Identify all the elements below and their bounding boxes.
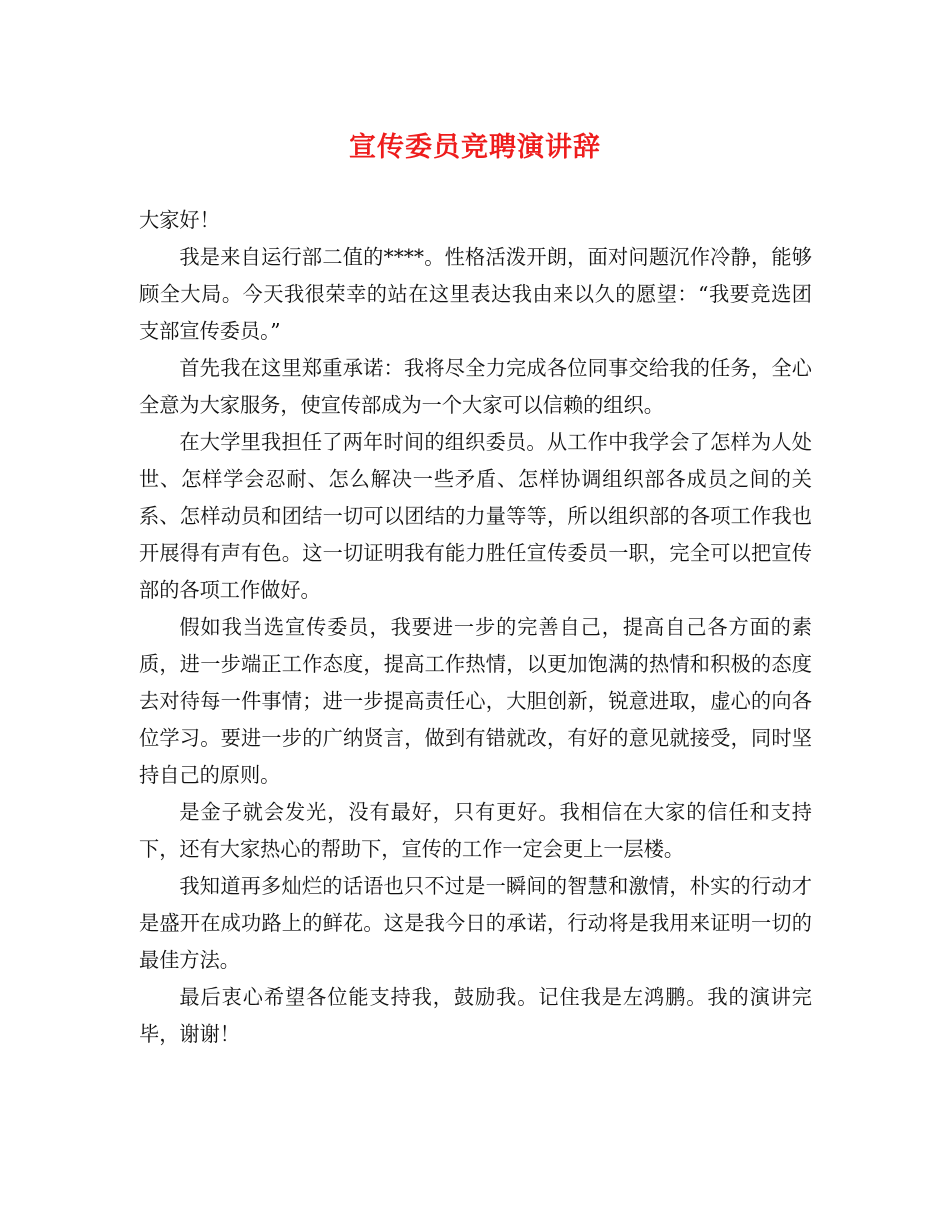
paragraph-action: 我知道再多灿烂的话语也只不过是一瞬间的智慧和激情，朴实的行动才是盛开在成功路上的鲜花。这是我今日的承诺，行动将是我用来证明一切的最佳方法。 — [139, 874, 812, 972]
greeting: 大家好！ — [139, 208, 220, 232]
paragraph-promise: 首先我在这里郑重承诺：我将尽全力完成各位同事交给我的任务，全心全意为大家服务，使宣传部成为一个大家可以信赖的组织。 — [139, 356, 812, 417]
paragraph-plan: 假如我当选宣传委员，我要进一步的完善自己，提高自己各方面的素质，进一步端正工作态度，提高工作热情，以更加饱满的热情和积极的态度去对待每一件事情；进一步提高责任心，大胆创新，锐意进取，虚心的向各位学习。要进一步的广纳贤言，做到有错就改，有好的意见就接受，同时坚持自己的原则。 — [139, 615, 812, 787]
document-title: 宣传委员竞聘演讲辞 — [349, 132, 601, 163]
paragraph-experience: 在大学里我担任了两年时间的组织委员。从工作中我学会了怎样为人处世、怎样学会忍耐、怎么解决一些矛盾、怎样协调组织部各成员之间的关系、怎样动员和团结一切可以团结的力量等等，所以组织部的各项工作我也开展得有声有色。这一切证明我有能力胜任宣传委员一职，完全可以把宣传部的各项工作做好。 — [139, 430, 812, 602]
paragraph-confidence: 是金子就会发光，没有最好，只有更好。我相信在大家的信任和支持下，还有大家热心的帮助下，宣传的工作一定会更上一层楼。 — [139, 800, 812, 861]
document-body — [139, 202, 812, 1053]
paragraph-intro: 我是来自运行部二值的****。性格活泼开朗，面对问题沉作冷静，能够顾全大局。今天我很荣幸的站在这里表达我由来以久的愿望：“我要竞选团支部宣传委员。” — [139, 245, 812, 343]
paragraph-closing: 最后衷心希望各位能支持我，鼓励我。记住我是左鸿鹏。我的演讲完毕，谢谢！ — [139, 985, 812, 1046]
